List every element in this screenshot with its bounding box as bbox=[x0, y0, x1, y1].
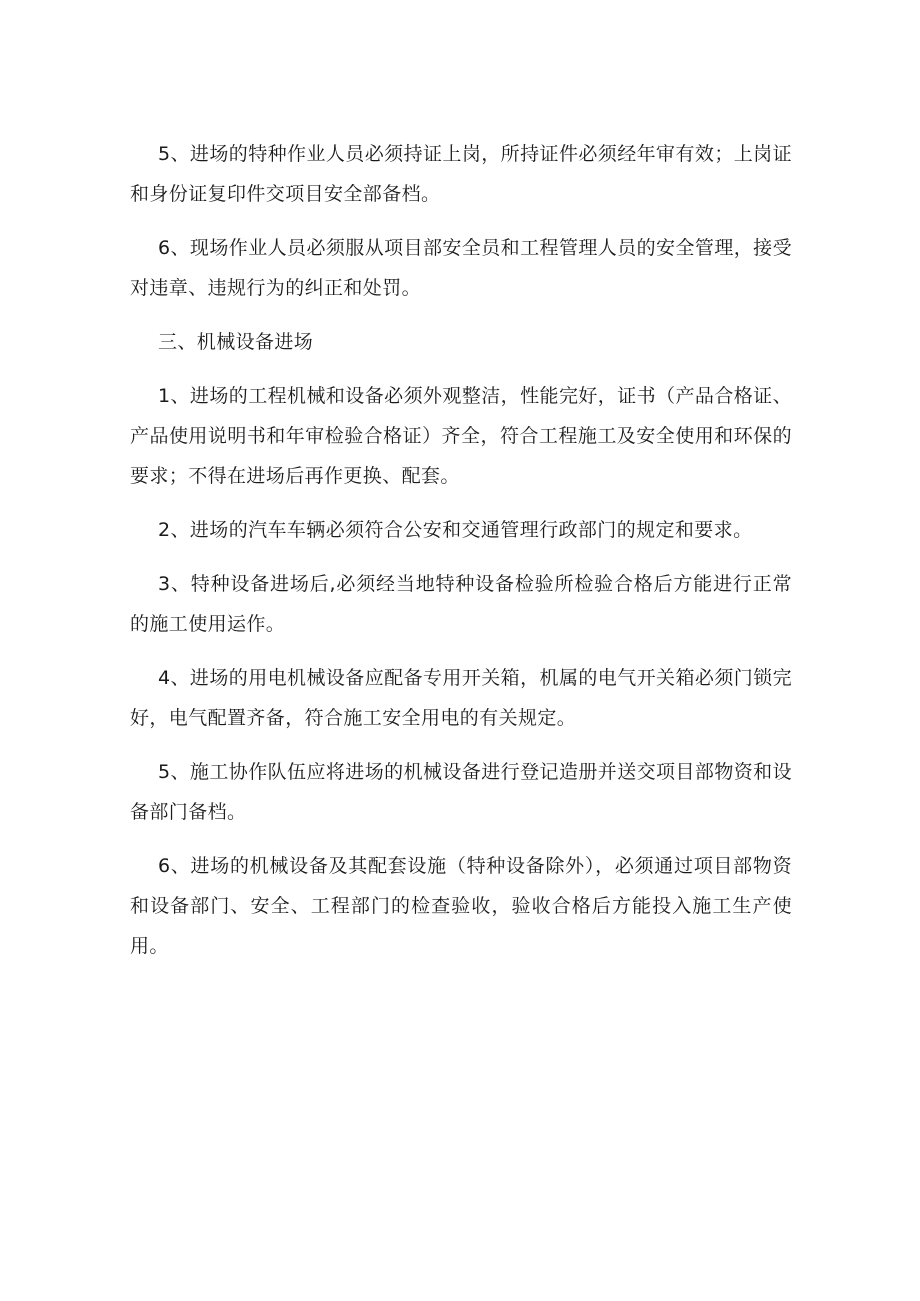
paragraph-item-6-personnel: 6、现场作业人员必须服从项目部安全员和工程管理人员的安全管理，接受对违章、违规行为的纠正和处罚。 bbox=[130, 237, 792, 299]
paragraph-item-2-equipment: 2、进场的汽车车辆必须符合公安和交通管理行政部门的规定和要求。 bbox=[158, 519, 753, 541]
paragraph-item-5-equipment: 5、施工协作队伍应将进场的机械设备进行登记造册并送交项目部物资和设备部门备档。 bbox=[130, 761, 792, 823]
paragraph-item-3-equipment: 3、特种设备进场后,必须经当地特种设备检验所检验合格后方能进行正常的施工使用运作。 bbox=[130, 573, 792, 635]
paragraph-item-1-equipment: 1、进场的工程机械和设备必须外观整洁，性能完好，证书（产品合格证、产品使用说明书和年审检验合格证）齐全，符合工程施工及安全使用和环保的要求；不得在进场后再作更换、配套。 bbox=[130, 385, 792, 487]
paragraph-item-5-personnel: 5、进场的特种作业人员必须持证上岗，所持证件必须经年审有效；上岗证和身份证复印件交项目安全部备档。 bbox=[130, 143, 792, 205]
paragraph-item-6-equipment: 6、进场的机械设备及其配套设施（特种设备除外），必须通过项目部物资和设备部门、安全、工程部门的检查验收，验收合格后方能投入施工生产使用。 bbox=[130, 855, 792, 957]
section-heading-equipment: 三、机械设备进场 bbox=[158, 331, 314, 353]
paragraph-item-4-equipment: 4、进场的用电机械设备应配备专用开关箱，机属的电气开关箱必须门锁完好，电气配置齐备，符合施工安全用电的有关规定。 bbox=[130, 667, 792, 729]
document-body bbox=[130, 134, 792, 980]
